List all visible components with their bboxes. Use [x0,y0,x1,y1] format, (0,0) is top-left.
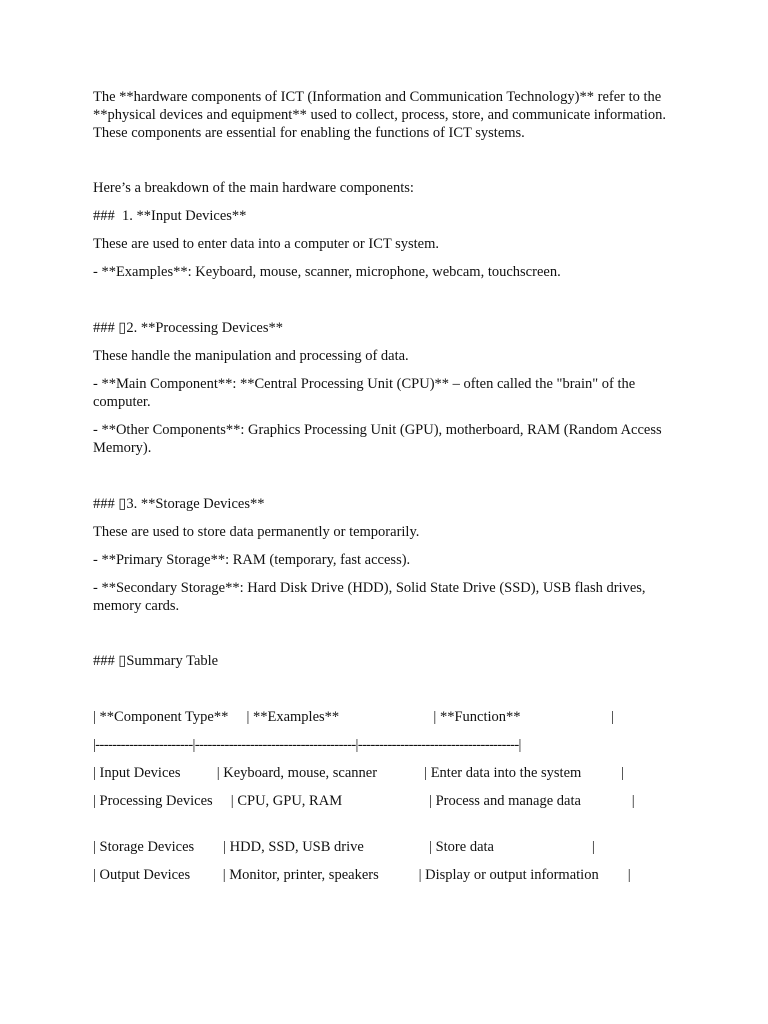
table-row-processing: | Processing Devices | CPU, GPU, RAM | Process and manage data | [93,793,635,809]
section-point-storage-secondary: - **Secondary Storage**: Hard Disk Drive (HDD), Solid State Drive (SSD), USB flash drives, memory cards. [93,580,650,614]
table-row-storage: | Storage Devices | HDD, SSD, USB drive | Store data | [93,839,595,855]
intro-paragraph: The **hardware components of ICT (Information and Communication Technology)** refer to the **physical devices and equipment** used to collect, process, store, and communicate information. These components are essential for enabling the functions of ICT systems. [93,89,670,141]
section-description-input: These are used to enter data into a computer or ICT system. [93,236,440,252]
section-point-processing-other: - **Other Components**: Graphics Processing Unit (GPU), motherboard, RAM (Random Access Memory). [93,422,666,456]
section-heading-storage: ### ▯3. **Storage Devices** [93,496,265,512]
section-description-processing: These handle the manipulation and processing of data. [93,348,409,364]
section-heading-processing: ### ▯2. **Processing Devices** [93,320,284,336]
table-header-line: | **Component Type** | **Examples** | **Function** | [93,709,615,725]
breakdown-intro: Here’s a breakdown of the main hardware components: [93,180,414,196]
section-heading-input: ### 1. **Input Devices** [93,208,247,224]
table-row-output: | Output Devices | Monitor, printer, speakers | Display or output information | [93,867,631,883]
section-point-storage-primary: - **Primary Storage**: RAM (temporary, fast access). [93,552,411,568]
table-row-input: | Input Devices | Keyboard, mouse, scanner | Enter data into the system | [93,765,625,781]
section-description-storage: These are used to store data permanently or temporarily. [93,524,420,540]
summary-heading: ### ▯Summary Table [93,653,219,669]
document-page [93,0,683,1024]
section-point-processing-main: - **Main Component**: **Central Processing Unit (CPU)** – often called the "brain" of the computer. [93,376,639,410]
section-point-input-examples: - **Examples**: Keyboard, mouse, scanner, microphone, webcam, touchscreen. [93,264,561,280]
table-separator-line: |-----------------------|--------------------------------------|--------------------------------------| [93,737,521,753]
